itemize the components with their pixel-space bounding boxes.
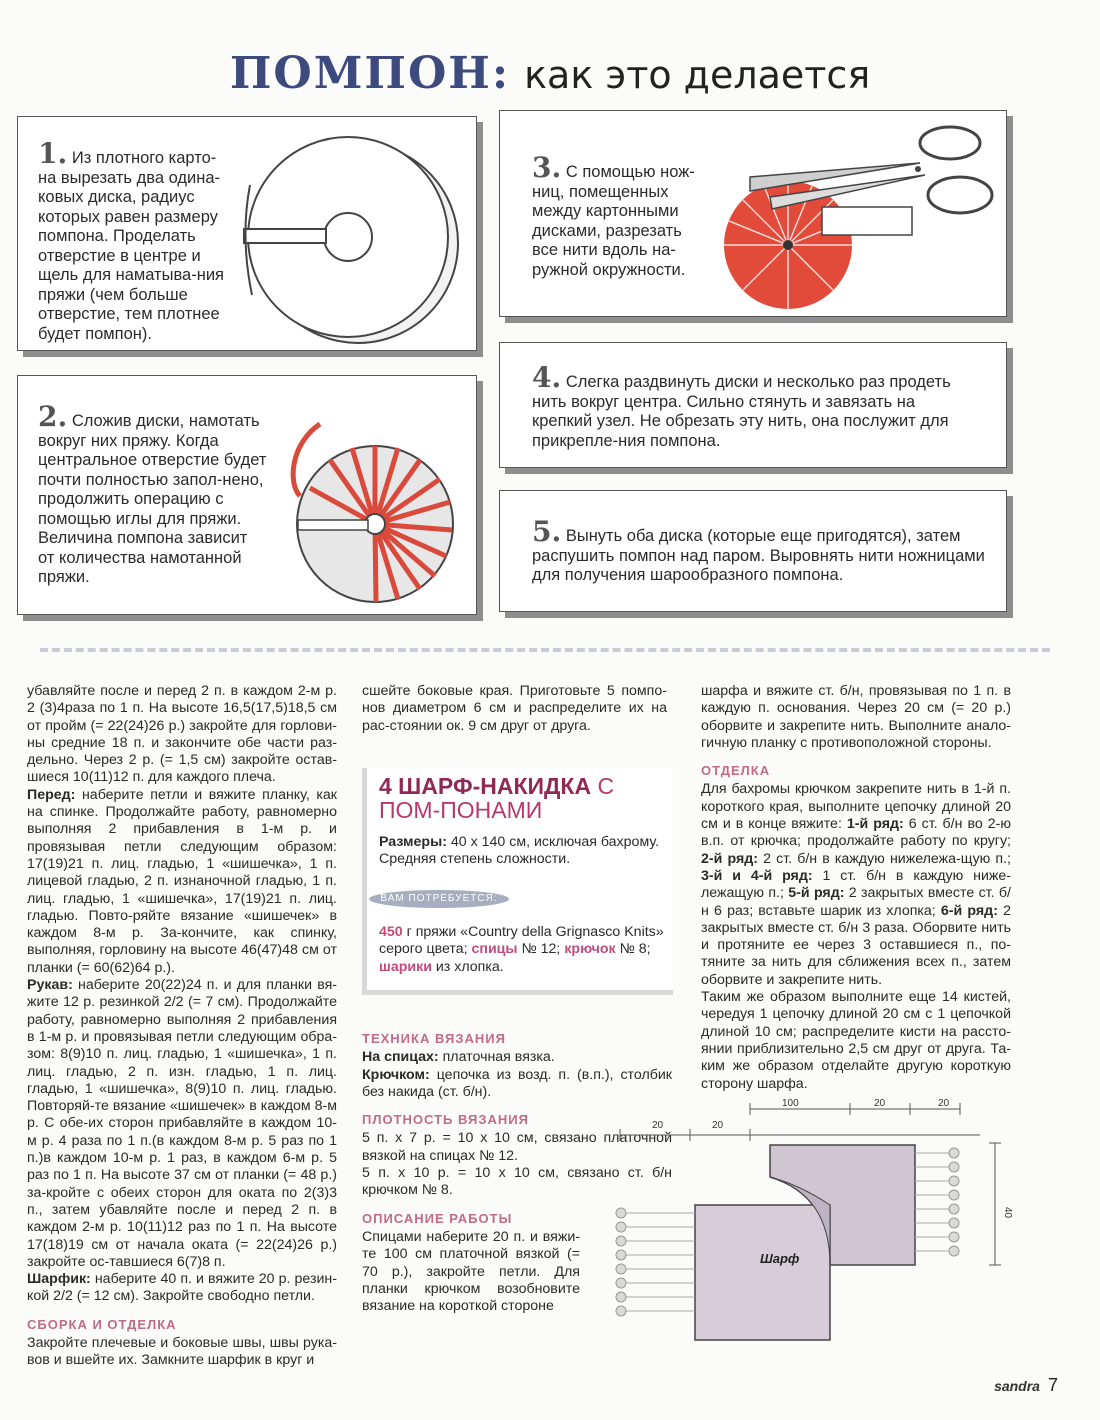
assembly-heading: СБОРКА И ОТДЕЛКА bbox=[27, 1316, 177, 1332]
col1-scarf: Шарфик: наберите 40 п. и вяжите 20 р. резин-кой 2/2 (= 12 см). Закройте свободно петли. bbox=[27, 1271, 337, 1305]
step-number: 3. bbox=[532, 151, 562, 184]
step-4-box bbox=[499, 342, 1007, 468]
step-3-box bbox=[499, 110, 1007, 317]
scarf-diagram bbox=[600, 1095, 1030, 1355]
scarf-pattern-box bbox=[362, 768, 673, 995]
step-number: 5. bbox=[532, 515, 562, 548]
column-2-technique: ТЕХНИКА ВЯЗАНИЯ На спицах: платочная вязка. Крючком: цепочка из возд. п. (в.п.), столбик без накида (ст. б/н). ПЛОТНОСТЬ ВЯЗАНИЯ 5 п. х 7 р. = 10 х 10 см, связано платочной вязкой на спицах № 12. 5 п. х 10 р. = 10 х 10 см, связано ст. б/н крючком № 8. ОПИСАНИЕ РАБОТЫ Спицами наберите 20 п. и вяжи-те 100 см платочной вязкой (= 70 р.), закройте петли. Для планки крючком возобновите вязание на короткой стороне bbox=[362, 1031, 672, 1315]
column-2-intro: сшейте боковые края. Приготовьте 5 помпо-нов диаметром 6 см и распределите их на рас-стоянии ок. 9 см друг от друга. bbox=[362, 683, 667, 734]
finishing-text: Для бахромы крючком закрепите нить в 1-й п. короткого края, выполните цепочку длиной 20 см и в конце вяжите: 1-й ряд: 6 ст. б/н во 2-ю в.п. от крючка; продолжайте работу по кругу; 2-й ряд: 2 ст. б/н в каждую нижележа-щую п.; 3-й и 4-й ряд: 1 ст. б/н в каждую ниже-лежащую п.; 5-й ряд: 2 закрытых вместе ст. б/н 6 раз; вставьте шарик из хлопка; 6-й ряд: 2 закрытых вместе ст. б/н 3 раза. Оборвите нить и протяните ее через 3 оставшиеся п., по-тяните за нить для сближения всех п., затем оборвите и закрепите нить. bbox=[701, 781, 1011, 988]
step-1-box bbox=[17, 116, 477, 351]
scissors-cutting-illustration bbox=[710, 117, 1000, 311]
step-5-text: 5. Вынуть оба диска (которые еще пригодятся), затем распушить помпон над паром. Выровнять нити ножницами для получения шарообразного помпона. bbox=[532, 515, 985, 584]
dim-20-left: 20 bbox=[652, 1120, 664, 1131]
magazine-brand: sandra bbox=[994, 1378, 1040, 1394]
materials-list: 450 г пряжи «Country della Grignasco Knits» серого цвета; спицы № 12; крючок № 8; шарики из хлопка. bbox=[379, 924, 664, 975]
yarn-winding-illustration bbox=[280, 384, 470, 606]
page-title bbox=[0, 48, 1100, 99]
step-1-text: 1. Из плотного карто-на вырезать два одина-ковых диска, радиус которых равен размеру помпона. Проделать отверстие в центре и щель для наматыва-ния пряжи (чем больше отверстие, тем плотнее будет помпон). bbox=[38, 137, 224, 343]
density-heading: ПЛОТНОСТЬ ВЯЗАНИЯ bbox=[362, 1112, 529, 1128]
dim-20-top-b: 20 bbox=[938, 1098, 950, 1109]
step-5-box bbox=[499, 490, 1007, 612]
column-3: шарфа и вяжите ст. б/н, провязывая по 1 п. в каждую п. основания. Через 20 см (= 20 р.) оборвите и закрепите нить. Выполните анало-гичную планку с противоположной стороны. ОТДЕЛКА Для бахромы крючком закрепите нить в 1-й п. короткого края, выполните цепочку длиной 20 см и в конце вяжите: 1-й ряд: 6 ст. б/н во 2-ю в.п. от крючка; продолжайте работу по кругу; 2-й ряд: 2 ст. б/н в каждую нижележа-щую п.; 3-й и 4-й ряд: 1 ст. б/н в каждую ниже-лежащую п.; 5-й ряд: 2 закрытых вместе ст. б/н 6 раз; вставьте шарик из хлопка; 6-й ряд: 2 закрытых вместе ст. б/н 3 раза. Оборвите нить и протяните ее через 3 оставшиеся п., по-тяните за нить для сближения всех п., затем оборвите и закрепите нить. Таким же образом выполните еще 14 кистей, чередуя 1 цепочку длиной 20 см с 1 цепочкой длиной 10 см; распределите кисти на рассто-янии приблизительно 2,5 см друг от друга. Та-ким же образом отделайте другую короткую сторону шарфа. bbox=[701, 683, 1011, 1092]
title-main: ПОМПОН: bbox=[229, 48, 511, 99]
col1-intro: убавляйте после и перед 2 п. в каждом 2-м р. 2 (3)4раза по 1 п. На высоте 16,5(17,5)18,5 см от пройм (= 22(24)26 р.) закройте для горлови-ны средние 18 п. и закончите обе части раз-дельно. Через 2 р. (= 1,5 см) закройте остав-шиеся 10(11)12 п. для каждого плеча. bbox=[27, 683, 337, 786]
diagram-label: Шарф bbox=[760, 1251, 800, 1266]
step-3-text: 3. С помощью нож-ниц, помещенных между картонными дисками, разрезать все нити вдоль на-ружной окружности. bbox=[532, 151, 695, 279]
dim-100: 100 bbox=[782, 1098, 799, 1109]
dim-20-top-a: 20 bbox=[874, 1098, 886, 1109]
step-number: 2. bbox=[38, 400, 68, 433]
page-footer bbox=[994, 1375, 1058, 1396]
step-4-text: 4. Слегка раздвинуть диски и несколько раз продеть нить вокруг центра. Сильно стянуть и завязать на крепкий узел. Не обрезать эту нить, она послужит для прикрепле-ния помпона. bbox=[532, 361, 951, 450]
finishing-heading: ОТДЕЛКА bbox=[701, 763, 771, 779]
dim-40: 40 bbox=[1002, 1207, 1013, 1219]
step-number: 1. bbox=[38, 137, 68, 170]
scarf-sizes: Размеры: 40 х 140 см, исключая бахрому. Средняя степень сложности. bbox=[379, 834, 659, 868]
materials-label: ВАМ ПОТРЕБУЕТСЯ: bbox=[369, 890, 509, 908]
col1-assembly: Закройте плечевые и боковые швы, швы рука-вов и вшейте их. Замкните шарфик в круг и bbox=[27, 1334, 337, 1369]
step-number: 4. bbox=[532, 361, 562, 394]
cardboard-discs-illustration bbox=[230, 125, 470, 347]
description-heading: ОПИСАНИЕ РАБОТЫ bbox=[362, 1210, 513, 1226]
title-sub: как это делается bbox=[524, 53, 871, 97]
step-2-box bbox=[17, 375, 477, 615]
col1-sleeve: Рукав: наберите 20(22)24 п. и для планки вя-жите 12 р. резинкой 2/2 (= 7 см). Продолжайте работу, равномерно выполняя 2 прибавления в 1-м р. и провязывая петли следующим обра-зом: 8(9)10 п. лиц. гладью, 1 «шишечка», 1 п. лиц. гладью, 2 п. изн. гладью, 1 п. лиц. гладью, 1 «шишечка», 8(9)10 п. лиц. гладью. Повторяй-те вязание «шишечек» в каждом 8-м р. С обе-их сторон прибавляйте в каждом 10-м р. 4 раза по 1 п.(в каждом 8-м р. 5 раз по 1 п.)в каждом 10-м р. 1 раз, в каждом 6-м р. 5 раз по 1 п. На высоте 37 см от планки (= 48 р.) за-кройте с обеих сторон для оката по 2(3)3 п., затем убавляйте после и перед 2 п. в каждом 2-м р. 10(11)12 раз по 1 п. На высоте 17(18)19 см от начала оката (= 22(24)26 р.) закройте ос-тавшиеся 6(7)8 п. bbox=[27, 977, 337, 1270]
dim-20-mid: 20 bbox=[712, 1120, 724, 1131]
col1-front: Перед: наберите петли и вяжите планку, как на спинке. Продолжайте работу, равномерно выполняя 2 прибавления в 1-м р. и провязывая петли следующим образом: 17(19)21 п. лиц. гладью, 1 «шишечка», 1 п. лицевой гладью, 2 п. изнаночной гладью, 1 п. лиц. гладью, 1 «шишечка», 17(19)21 п. лиц. гладью. Повто-ряйте вязание «шишечек» в каждом 8-м р. За-кончите, как спинку, выполняя, горловину на высоте 46(47)48 см от планки (= 60(62)64 р.). bbox=[27, 786, 337, 976]
step-2-text: 2. Сложив диски, намотать вокруг них пряжу. Когда центральное отверстие будет почти полностью запол-нено, продолжить операцию с помощью иглы для пряжи. Величина помпона зависит от количества намотанной пряжи. bbox=[38, 400, 267, 586]
page-number: 7 bbox=[1047, 1375, 1058, 1395]
column-1 bbox=[27, 683, 337, 1370]
dashed-divider bbox=[40, 648, 1050, 652]
scarf-pattern-title: 4 ШАРФ-НАКИДКА С ПОМ-ПОНАМИ bbox=[379, 773, 615, 823]
technique-heading: ТЕХНИКА ВЯЗАНИЯ bbox=[362, 1031, 506, 1046]
description-text: Спицами наберите 20 п. и вяжи-те 100 см платочной вязкой (= 70 р.), закройте петли. Для планки крючком возобновите вязание на короткой стороне bbox=[362, 1228, 580, 1315]
